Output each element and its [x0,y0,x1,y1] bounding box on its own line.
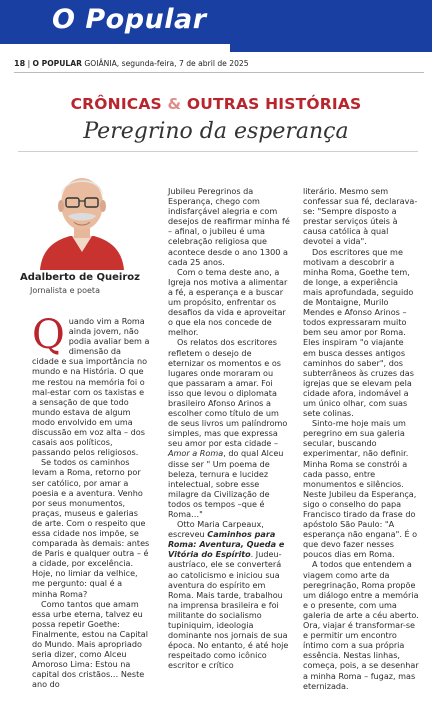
paragraph-text: , do qual Alceu disse ser " Um poema de beleza, ternura e lucidez intelectual, sobre esse milagre da Civilização de todos os tempos –que é Roma…" [168,448,284,519]
paragraph-text: Os relatos dos escritores refletem o desejo de eternizar os momentos e os lugares onde moraram ou que passaram a amar. Foi isso que levou o diplomata brasileiro Afonso Arinos a escolher como título de um de seus livros um palíndromo simples, mas que expressa seu amor por esta cidade – [168,337,288,449]
article-column-2 [168,186,290,671]
section-title-right: OUTRAS HISTÓRIAS [186,95,362,113]
paragraph: Com o tema deste ano, a Igreja nos motiva a alimentar a fé, a esperança e a buscar um propósito, enfrentar os desafios da vida e aproveitar o que ela nos concede de melhor. [168,266,288,338]
section-title-left: CRÔNICAS [70,95,162,113]
article-headline: Peregrino da esperança [83,119,349,144]
article-column-3 [303,186,419,691]
paragraph: Dos escritores que me motivam a descobrir a minha Roma, Goethe tem, de longe, a experiência mais aprofundada, seguido de Montaigne, Murilo Mendes e Afonso Arinos – todos expressaram muito bem seu amor por Roma. Eles inspiram "o viajante em busca desses antigos caminhos do saber", dos subterrâneos às cruzes das igrejas que se elevam pela cidade afora, indomável a um único olhar, com suas sete colinas. [303,246,414,419]
article-column-1 [32,312,150,690]
paragraph: Como tantos que amam essa urbe eterna, talvez eu possa repetir Goethe: Finalmente, estou na Capital do Mundo. Mais apropriado seria dizer, como Alceu Amoroso Lima: Estou na capital dos cristãos… Neste ano do [32,598,149,690]
folio-paper-name: O POPULAR [32,59,82,68]
newspaper-logo: O Popular [52,4,207,35]
section-title-ampersand: & [167,95,182,113]
masthead [0,0,432,52]
paragraph [32,312,150,458]
paragraph: Jubileu Peregrinos da Esperança, chego com indisfarçável alegria e com desejos de reafirmar minha fé – afinal, o jubileu é uma celebração religiosa que acontece desde o ano 1300 a cada 25 anos. [168,186,290,267]
book-title: Amor a Roma [168,448,224,459]
paragraph-text: . Judeu-austríaco, ele se converterá ao catolicismo e iniciou sua aventura do espírito em Roma. Mais tarde, trabalhou na imprensa brasileira e foi militante do socialismo tupiniquim, ideologia dominante nos jornais de sua época. No entanto, é até hoje respeitado como icônico escritor e crítico [168,549,289,671]
paragraph: Sinto-me hoje mais um peregrino em sua galeria secular, buscando experimentar, não definir. Minha Roma se constrói a cada passo, entre monumentos e silêncios. Neste Jubileu da Esperança, sigo o conselho do papa Francisco tirado da frase do apóstolo São Paulo: "A esperança não engana". É o que devo fazer nesses poucos dias em Roma. [303,418,418,560]
author-name: Adalberto de Queiroz [20,272,140,283]
paragraph-text: Otto Maria Carpeaux, escreveu [168,519,264,540]
folio-line: 18 | O POPULAR GOIÂNIA, segunda-feira, 7 de abril de 2025 [14,59,249,68]
book-title: Caminhos para Roma: Aventura, Queda e Vitória do Espírito [168,529,285,560]
headline-rule [18,151,418,152]
paragraph: A todos que entendem a viagem como arte da peregrinação, Roma propõe um diálogo entre a memória e o presente, com uma galeria de arte a céu aberto. Ora, viajar é transformar-se e permitir um encontro íntimo com a sua própria essência. Nestas linhas, começa, pois, a se desenhar a minha Roma – fugaz, mas eternizada. [303,559,419,691]
author-role: Jornalista e poeta [30,286,100,295]
author-portrait [34,160,130,270]
masthead-divider-accent [230,44,432,52]
paragraph: literário. Mesmo sem confessar sua fé, declarava-se: "Sempre disposto a prestar serviços úteis à causa católica à qual devotei a vida". [303,186,418,247]
paragraph: Se todos os caminhos levam a Roma, retorno por ser católico, por amar a poesia e a aventura. Venho por seus monumentos, praças, museus e galerias de arte. Com o respeito que essa cidade nos impõe, se comparada às demais: antes de Paris e qualquer outra – é a cidade, por excelência. Hoje, no limiar da velhice, me pergunto: qual é a minha Roma? [32,457,150,599]
paragraph [168,337,290,519]
paragraph [168,519,290,670]
folio-rule [14,72,424,73]
page-number: 18 [14,59,26,68]
section-title [0,95,432,113]
drop-cap: Q [32,312,65,358]
folio-date: GOIÂNIA, segunda-feira, 7 de abril de 2025 [84,59,249,68]
paragraph-text: uando vim a Roma ainda jovem, não podia avaliar bem a dimensão da cidade e sua importância no mundo e na História. O que me restou na memória foi o mal-estar com os taxistas e a sensação de que todo mundo estava de algum modo envolvido em uma discussão em voz alta – dos casais aos políticos, passando pelos religiosos. [32,316,150,458]
